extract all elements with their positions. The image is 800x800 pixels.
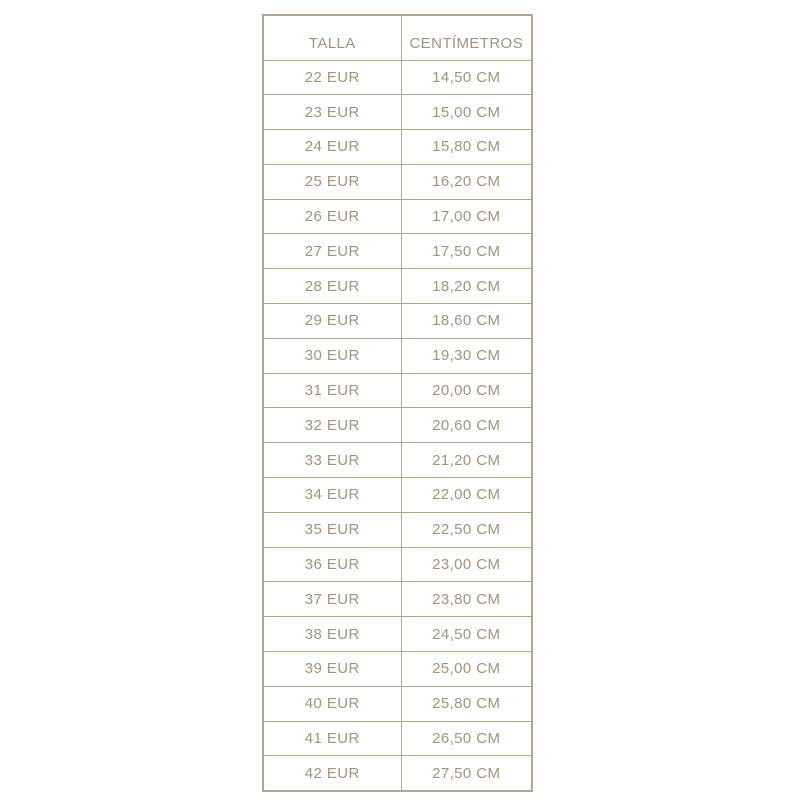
table-row <box>263 199 532 234</box>
size-cell: 25 EUR <box>263 164 401 199</box>
table-row <box>263 617 532 652</box>
size-cell: 23 EUR <box>263 95 401 130</box>
table-row <box>263 234 532 269</box>
table-row <box>263 756 532 791</box>
table-row <box>263 130 532 165</box>
centimeters-cell: 26,50 CM <box>401 721 532 756</box>
table-row <box>263 269 532 304</box>
centimeters-cell: 18,60 CM <box>401 304 532 339</box>
size-cell: 32 EUR <box>263 408 401 443</box>
table-row <box>263 95 532 130</box>
centimeters-cell: 17,00 CM <box>401 199 532 234</box>
size-cell: 24 EUR <box>263 130 401 165</box>
centimeters-cell: 22,00 CM <box>401 478 532 513</box>
table-row <box>263 443 532 478</box>
centimeters-cell: 17,50 CM <box>401 234 532 269</box>
size-cell: 26 EUR <box>263 199 401 234</box>
centimeters-cell: 15,00 CM <box>401 95 532 130</box>
centimeters-cell: 23,80 CM <box>401 582 532 617</box>
table-row <box>263 547 532 582</box>
size-cell: 42 EUR <box>263 756 401 791</box>
table-header-row <box>263 15 532 60</box>
size-cell: 27 EUR <box>263 234 401 269</box>
size-cell: 34 EUR <box>263 478 401 513</box>
centimeters-cell: 22,50 CM <box>401 512 532 547</box>
table-row <box>263 304 532 339</box>
table-row <box>263 60 532 95</box>
centimeters-cell: 20,60 CM <box>401 408 532 443</box>
size-cell: 31 EUR <box>263 373 401 408</box>
size-cell: 36 EUR <box>263 547 401 582</box>
centimeters-cell: 20,00 CM <box>401 373 532 408</box>
size-cell: 41 EUR <box>263 721 401 756</box>
centimeters-cell: 19,30 CM <box>401 338 532 373</box>
size-cell: 38 EUR <box>263 617 401 652</box>
size-cell: 29 EUR <box>263 304 401 339</box>
centimeters-cell: 21,20 CM <box>401 443 532 478</box>
centimeters-cell: 25,80 CM <box>401 686 532 721</box>
table-row <box>263 512 532 547</box>
size-chart-table <box>262 14 533 792</box>
table-row <box>263 582 532 617</box>
table-row <box>263 408 532 443</box>
size-cell: 35 EUR <box>263 512 401 547</box>
centimeters-cell: 18,20 CM <box>401 269 532 304</box>
size-cell: 28 EUR <box>263 269 401 304</box>
size-cell: 22 EUR <box>263 60 401 95</box>
centimeters-cell: 16,20 CM <box>401 164 532 199</box>
table-row <box>263 373 532 408</box>
centimeters-cell: 23,00 CM <box>401 547 532 582</box>
column-header-talla: TALLA <box>263 15 401 60</box>
size-cell: 40 EUR <box>263 686 401 721</box>
table-row <box>263 338 532 373</box>
centimeters-cell: 24,50 CM <box>401 617 532 652</box>
size-cell: 39 EUR <box>263 652 401 687</box>
centimeters-cell: 25,00 CM <box>401 652 532 687</box>
table-header <box>263 15 532 60</box>
table-row <box>263 164 532 199</box>
size-cell: 37 EUR <box>263 582 401 617</box>
column-header-centimetros: CENTÍMETROS <box>401 15 532 60</box>
table-row <box>263 721 532 756</box>
centimeters-cell: 14,50 CM <box>401 60 532 95</box>
table-row <box>263 478 532 513</box>
size-cell: 30 EUR <box>263 338 401 373</box>
centimeters-cell: 15,80 CM <box>401 130 532 165</box>
table-row <box>263 652 532 687</box>
table-row <box>263 686 532 721</box>
centimeters-cell: 27,50 CM <box>401 756 532 791</box>
size-cell: 33 EUR <box>263 443 401 478</box>
table-body <box>263 60 532 791</box>
size-chart-table-container <box>262 14 531 790</box>
